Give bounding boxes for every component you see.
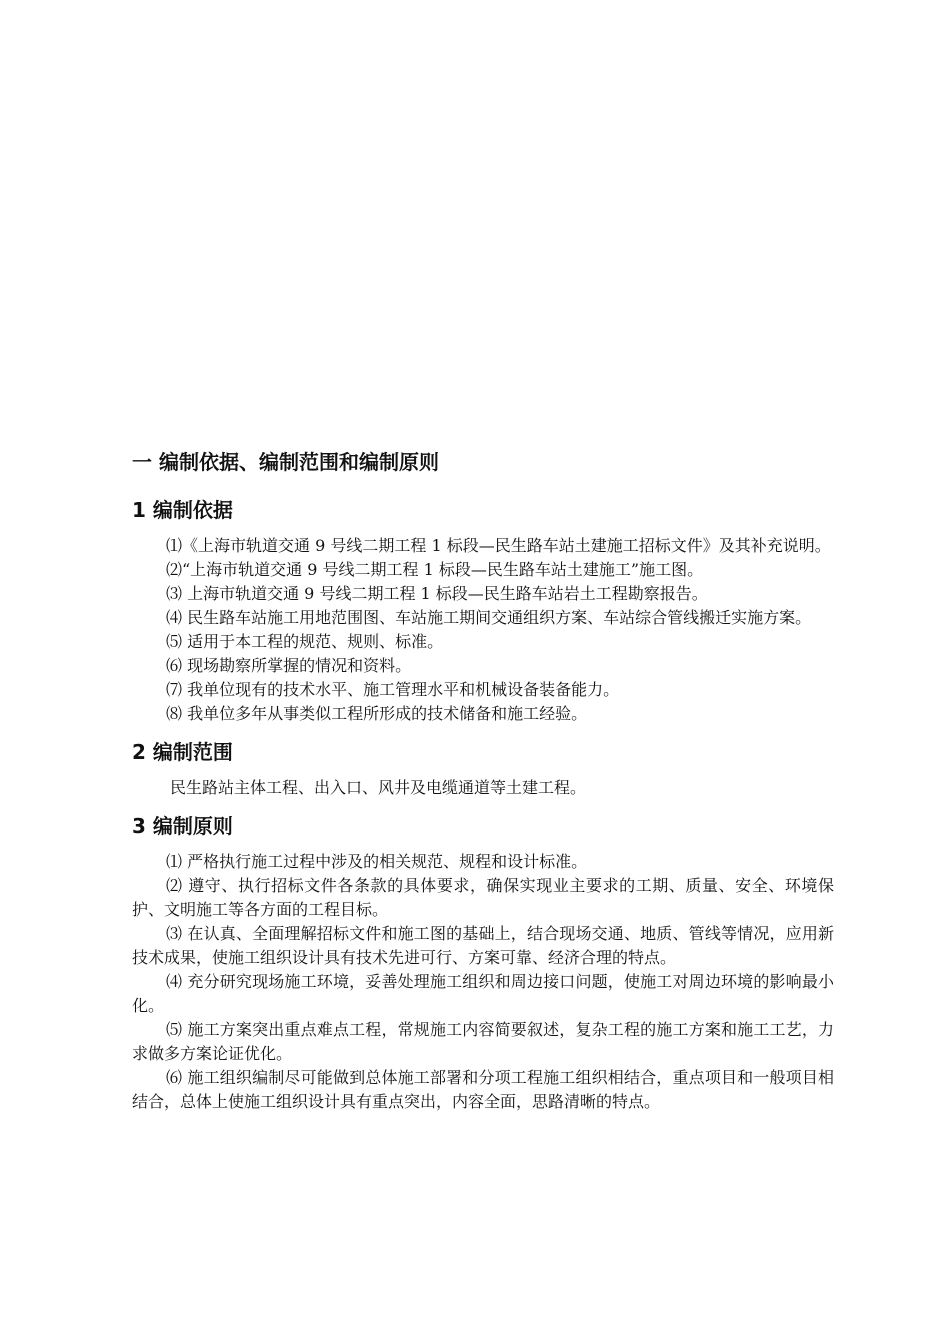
- principle-item: ⑴ 严格执行施工过程中涉及的相关规范、规程和设计标准。: [166, 852, 588, 871]
- basis-item: ⑹ 现场勘察所掌握的情况和资料。: [166, 656, 412, 675]
- basis-item: ⑵“上海市轨道交通 9 号线二期工程 1 标段—民生路车站土建施工”施工图。: [166, 560, 704, 579]
- basis-item: ⑸ 适用于本工程的规范、规则、标准。: [166, 632, 444, 651]
- section-heading-scope: 2 编制范围: [132, 740, 233, 764]
- basis-item: ⑴《上海市轨道交通 9 号线二期工程 1 标段—民生路车站土建施工招标文件》及其补充说明。: [166, 536, 831, 555]
- principle-item: ⑶ 在认真、全面理解招标文件和施工图的基础上，结合现场交通、地质、管线等情况，应用新技术成果，使施工组织设计具有技术先进可行、方案可靠、经济合理的特点。: [132, 924, 834, 967]
- section-heading-basis: 1 编制依据: [132, 498, 233, 522]
- section-scope: [132, 738, 834, 800]
- principle-item: ⑹ 施工组织编制尽可能做到总体施工部署和分项工程施工组织相结合，重点项目和一般项目相结合，总体上使施工组织设计具有重点突出，内容全面，思路清晰的特点。: [132, 1068, 834, 1111]
- basis-item: ⑻ 我单位多年从事类似工程所形成的技术储备和施工经验。: [166, 704, 588, 723]
- document-page: [132, 448, 834, 1126]
- basis-item: ⑷ 民生路车站施工用地范围图、车站施工期间交通组织方案、车站综合管线搬迁实施方案。: [166, 608, 812, 627]
- basis-item: ⑺ 我单位现有的技术水平、施工管理水平和机械设备装备能力。: [166, 680, 620, 699]
- basis-item: ⑶ 上海市轨道交通 9 号线二期工程 1 标段—民生路车站岩土工程勘察报告。: [166, 584, 708, 603]
- section-basis: [132, 496, 834, 726]
- principle-item: ⑷ 充分研究现场施工环境，妥善处理施工组织和周边接口问题，使施工对周边环境的影响最小化。: [132, 972, 834, 1015]
- scope-text: 民生路站主体工程、出入口、风井及电缆通道等土建工程。: [170, 778, 587, 797]
- principle-item: ⑸ 施工方案突出重点难点工程，常规施工内容简要叙述，复杂工程的施工方案和施工工艺，力求做多方案论证优化。: [132, 1020, 834, 1063]
- section-principles: [132, 812, 834, 1114]
- section-heading-principles: 3 编制原则: [132, 814, 233, 838]
- chapter-title: 一 编制依据、编制范围和编制原则: [132, 450, 439, 474]
- principle-item: ⑵ 遵守、执行招标文件各条款的具体要求，确保实现业主要求的工期、质量、安全、环境保护、文明施工等各方面的工程目标。: [132, 876, 834, 919]
